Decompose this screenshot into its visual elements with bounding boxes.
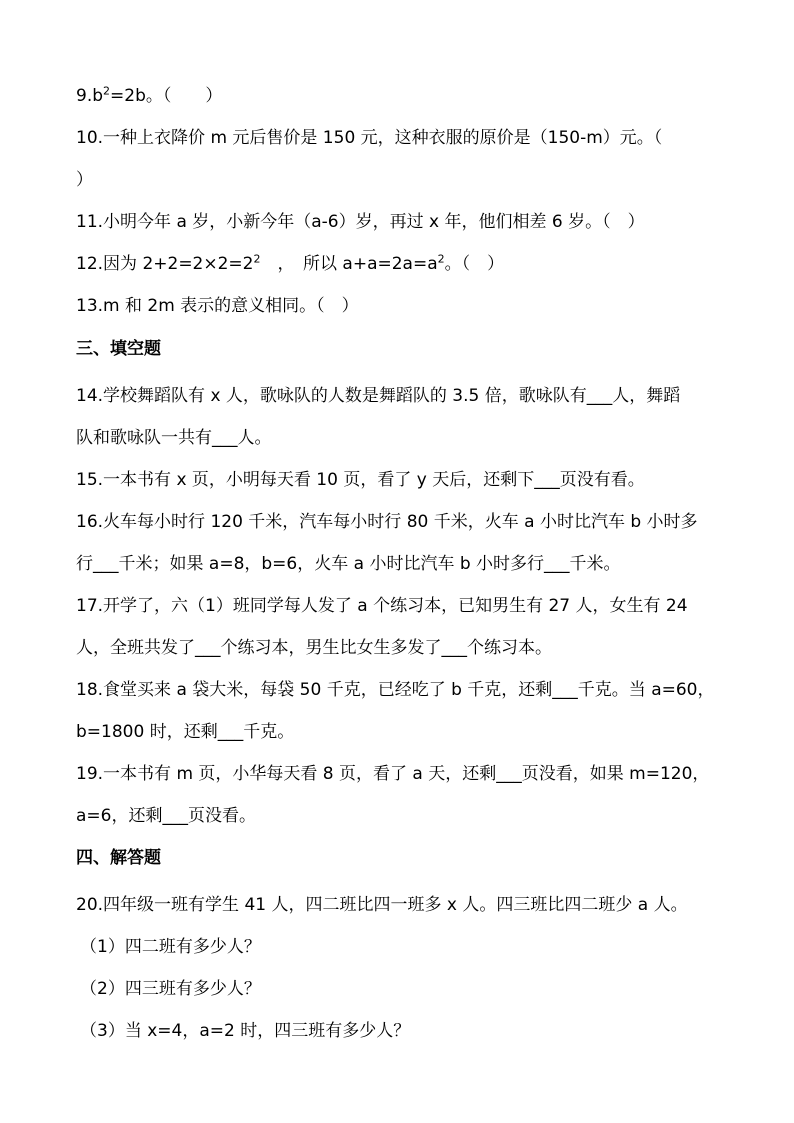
question-20-part-3: （3）当 x=4，a=2 时，四三班有多少人？ — [80, 1021, 411, 1041]
section-heading-solve: 四、解答题 — [76, 848, 161, 868]
question-17-line-1: 17.开学了，六（1）班同学每人发了 a 个练习本，已知男生有 27 人，女生有 24 — [76, 596, 688, 616]
question-15: 15.一本书有 x 页，小明每天看 10 页，看了 y 天后，还剩下___页没有看。 — [76, 470, 645, 490]
question-9: $9.b^2=2b$。（ ） — [76, 84, 223, 106]
question-14-line-1: 14.学校舞蹈队有 x 人，歌咏队的人数是舞蹈队的 3.5 倍，歌咏队有___人，舞蹈 — [76, 386, 681, 406]
question-18-line-2: b=1800 时，还剩___千克。 — [76, 722, 295, 742]
question-18-line-1: 18.食堂买来 a 袋大米，每袋 50 千克，已经吃了 b 千克，还剩___千克。当 a=60， — [76, 680, 715, 700]
question-11: 11.小明今年 a 岁，小新今年（a-6）岁，再过 x 年，他们相差 6 岁。（ ） — [76, 212, 645, 232]
question-13: 13.m 和 2m 表示的意义相同。（ ） — [76, 296, 359, 316]
question-19-line-1: 19.一本书有 m 页，小华每天看 8 页，看了 a 天，还剩___页没看，如果 m=120， — [76, 764, 710, 784]
question-17-line-2: 人，全班共发了___个练习本，男生比女生多发了___个练习本。 — [76, 638, 552, 658]
question-19-line-2: a=6，还剩___页没看。 — [76, 806, 256, 826]
question-20: 20.四年级一班有学生 41 人，四二班比四一班多 x 人。四三班比四二班少 a 人。 — [76, 895, 688, 915]
question-10-line-2: ） — [76, 170, 93, 190]
question-12: 12.因为 $2+2=2\times 2=2^2$ ， 所以 $a+a=2a=a^2$。（ ） — [76, 252, 505, 274]
question-20-part-1: （1）四二班有多少人？ — [80, 937, 261, 957]
section-heading-fill-in: 三、填空题 — [76, 339, 161, 359]
question-14-line-2: 队和歌咏队一共有___人。 — [76, 428, 272, 448]
question-20-part-2: （2）四三班有多少人？ — [80, 979, 261, 999]
question-16-line-2: 行___千米；如果 a=8，b=6，火车 a 小时比汽车 b 小时多行___千米。 — [76, 554, 621, 574]
question-10-line-1: 10.一种上衣降价 m 元后售价是 150 元，这种衣服的原价是（150-m）元。（ — [76, 128, 663, 148]
question-16-line-1: 16.火车每小时行 120 千米，汽车每小时行 80 千米，火车 a 小时比汽车 b 小时多 — [76, 512, 698, 532]
